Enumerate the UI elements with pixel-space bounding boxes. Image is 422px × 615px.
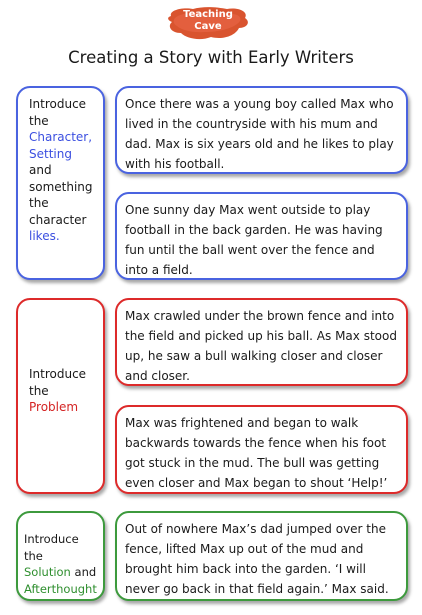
problem-highlight: Problem — [29, 400, 79, 414]
logo-line-1: Teaching — [183, 9, 233, 20]
solution-label-line: Introduce the — [24, 532, 79, 563]
solution-highlight: Solution — [24, 565, 71, 579]
teaching-cave-logo — [165, 6, 251, 42]
story-paragraph: Out of nowhere Max’s dad jumped over the fence, lifted Max up out of the mud and brought him back into the garden. ‘I will never go back in that field again.’ Max said. — [125, 522, 389, 596]
page-title: Creating a Story with Early Writers — [68, 48, 354, 67]
story-paragraph-box — [115, 86, 408, 174]
story-paragraph: Max crawled under the brown fence and into the field and picked up his ball. As Max stood up, he saw a bull walking closer and closer and closer. — [125, 309, 397, 383]
solution-label-box — [16, 511, 105, 601]
problem-label-box — [16, 298, 105, 494]
problem-label-line: Introduce — [29, 367, 87, 381]
story-paragraph-box — [115, 298, 408, 386]
character-label-line: the — [29, 113, 49, 128]
logo-text — [165, 9, 251, 33]
setting-highlight: Setting — [29, 146, 72, 161]
problem-label-line: the — [29, 383, 49, 398]
story-paragraph: One sunny day Max went outside to play football in the back garden. He was having fun until the ball went over the fence and into a field. — [125, 203, 383, 277]
character-label-line: Introduce — [29, 97, 87, 111]
solution-joiner: and — [74, 565, 97, 579]
character-label-line: and — [29, 163, 52, 177]
character-label-line: character — [29, 212, 87, 227]
story-paragraph-box — [115, 511, 408, 601]
character-label-box — [16, 86, 105, 280]
character-label-line: the — [29, 196, 49, 210]
story-paragraph: Max was frightened and began to walk backwards towards the fence when his foot got stuck in the mud. The bull was getting even closer and Max began to shout ‘Help!’ — [125, 416, 388, 490]
character-highlight: Character, — [29, 130, 93, 144]
story-paragraph-box — [115, 192, 408, 280]
story-paragraph: Once there was a young boy called Max who lived in the countryside with his mum and dad. Max is six years old and he likes to play with his football. — [125, 97, 394, 171]
logo-line-2: Cave — [194, 21, 222, 32]
likes-highlight: likes. — [29, 229, 60, 243]
story-paragraph-box — [115, 405, 408, 494]
character-label-line: something — [29, 179, 93, 194]
afterthought-highlight: Afterthought — [24, 581, 97, 596]
